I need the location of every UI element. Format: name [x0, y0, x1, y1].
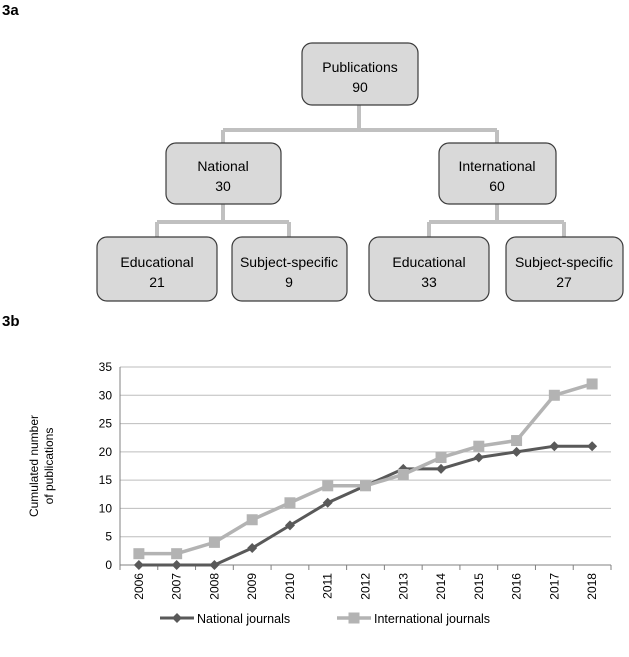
- point-international-journals-2010: [284, 497, 295, 508]
- node-publications-label: Publications: [322, 59, 398, 75]
- y-tick-label-30: 30: [98, 388, 112, 403]
- connector-root: [223, 105, 497, 143]
- point-international-journals-2015: [473, 441, 484, 452]
- point-international-journals-2013: [398, 469, 409, 480]
- node-national-subject-specific-label: Subject-specific: [239, 254, 339, 270]
- x-tick-label-2015: 2015: [471, 573, 486, 600]
- x-tick-label-2010: 2010: [282, 573, 297, 600]
- node-international-educational: [369, 237, 489, 301]
- point-international-journals-2007: [171, 548, 182, 559]
- node-international-educational-label: Educational: [392, 254, 466, 270]
- node-national-label: National: [197, 158, 249, 174]
- node-national: [166, 143, 281, 204]
- x-tick-label-2011: 2011: [320, 573, 335, 599]
- node-international-educational-value: 33: [421, 274, 437, 290]
- point-national-journals-2012: [361, 481, 371, 491]
- point-international-journals-2012: [360, 480, 371, 491]
- node-national-subject-specific: [232, 237, 347, 301]
- node-national-educational: [97, 237, 217, 301]
- x-tick-label-2008: 2008: [207, 573, 222, 600]
- connector-national: [157, 204, 289, 237]
- node-international-value: 60: [489, 178, 505, 194]
- y-axis-title-line-2: of publications: [42, 427, 56, 505]
- point-national-journals-2017: [549, 441, 559, 451]
- point-international-journals-2009: [247, 514, 258, 525]
- y-axis-title-line-1: Cumulated number: [27, 414, 41, 518]
- point-national-journals-2006: [134, 560, 144, 570]
- y-tick-label-10: 10: [98, 501, 112, 516]
- legend-marker-international-journals: [349, 613, 360, 624]
- legend-marker-national-journals: [172, 613, 182, 623]
- node-publications: [302, 43, 418, 105]
- node-international-subject-specific-value: 27: [556, 274, 572, 290]
- point-national-journals-2013: [398, 464, 408, 474]
- y-tick-label-5: 5: [105, 529, 112, 544]
- point-international-journals-2011: [322, 480, 333, 491]
- x-tick-label-2017: 2017: [547, 573, 562, 600]
- point-national-journals-2010: [285, 520, 295, 530]
- point-national-journals-2018: [587, 441, 597, 451]
- point-international-journals-2008: [209, 537, 220, 548]
- y-tick-label-0: 0: [105, 558, 112, 572]
- y-tick-label-20: 20: [98, 444, 112, 459]
- node-international: [439, 143, 556, 204]
- point-international-journals-2018: [587, 378, 598, 389]
- series-line-international-journals: [139, 384, 592, 554]
- point-national-journals-2014: [436, 464, 446, 474]
- y-tick-label-15: 15: [98, 473, 112, 488]
- x-tick-label-2018: 2018: [585, 573, 600, 600]
- node-international-subject-specific-label: Subject-specific: [514, 254, 614, 270]
- y-tick-label-35: 35: [98, 360, 112, 374]
- legend-label-international-journals: International journals: [374, 612, 491, 626]
- point-national-journals-2008: [209, 560, 219, 570]
- node-international-label: International: [458, 158, 536, 174]
- panel-label-a: 3a: [2, 2, 19, 19]
- x-tick-label-2006: 2006: [131, 573, 146, 600]
- node-national-educational-value: 21: [149, 274, 165, 290]
- x-tick-label-2014: 2014: [434, 573, 449, 600]
- point-national-journals-2015: [474, 453, 484, 463]
- y-tick-label-25: 25: [98, 416, 112, 431]
- x-tick-label-2012: 2012: [358, 573, 373, 600]
- point-national-journals-2009: [247, 543, 257, 553]
- point-national-journals-2016: [512, 447, 522, 457]
- node-international-subject-specific: [506, 237, 623, 301]
- node-national-subject-specific-value: 9: [285, 274, 293, 290]
- series-line-national-journals: [139, 446, 592, 565]
- connector-international: [429, 204, 564, 237]
- point-national-journals-2011: [323, 498, 333, 508]
- x-tick-label-2016: 2016: [509, 573, 524, 600]
- point-international-journals-2014: [436, 452, 447, 463]
- node-national-value: 30: [215, 178, 231, 194]
- legend-label-national-journals: National journals: [197, 612, 291, 626]
- x-tick-label-2009: 2009: [245, 573, 260, 600]
- panel-label-b: 3b: [2, 313, 20, 330]
- node-national-educational-label: Educational: [120, 254, 194, 270]
- publication-tree-diagram: [0, 0, 629, 310]
- x-tick-label-2013: 2013: [396, 573, 411, 600]
- point-international-journals-2017: [549, 390, 560, 401]
- node-publications-value: 90: [352, 79, 368, 95]
- point-international-journals-2016: [511, 435, 522, 446]
- point-international-journals-2006: [133, 548, 144, 559]
- x-tick-label-2007: 2007: [169, 573, 184, 600]
- point-national-journals-2007: [172, 560, 182, 570]
